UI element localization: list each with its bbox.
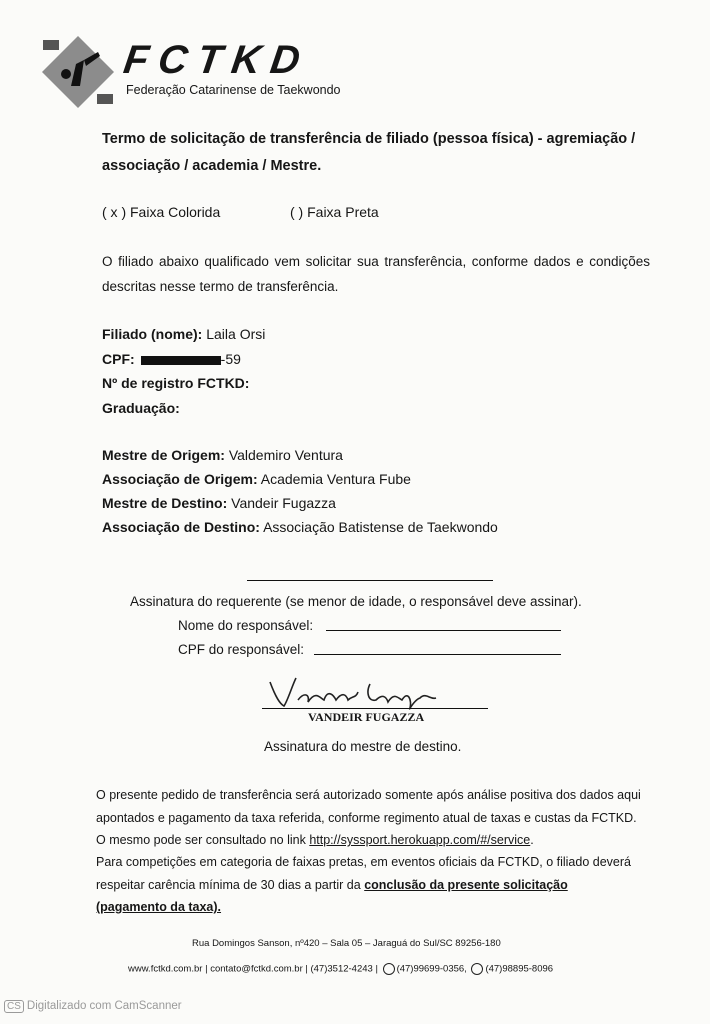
footer-email[interactable]: contato@fctkd.com.br xyxy=(210,963,303,975)
mestre-signature-line xyxy=(262,708,488,709)
requerente-signature-line xyxy=(247,580,493,581)
scanner-label: Digitalizado com CamScanner xyxy=(26,1000,182,1012)
notes-paragraph-1 xyxy=(96,784,642,852)
field-value: Associação Batistense de Taekwondo xyxy=(263,519,498,535)
field-label: Nº de registro FCTKD: xyxy=(102,375,250,391)
field-assoc-destino xyxy=(102,519,498,535)
notes-text: Para competições em categoria de faixas pretas, em eventos oficiais da FCTKD, o filiado deverá respeitar carência mínima de 30 dias a partir da xyxy=(96,855,631,892)
notes-text-end: . xyxy=(530,833,534,847)
mestre-caption: Assinatura do mestre de destino. xyxy=(264,739,462,754)
field-mestre-destino xyxy=(102,495,336,511)
camscanner-icon: CS xyxy=(4,1000,24,1013)
responsavel-cpf-line xyxy=(314,654,561,655)
field-value: Vandeir Fugazza xyxy=(231,495,336,511)
notes-text: O presente pedido de transferência será autorizado somente após análise positiva dos dados aqui apontados e pagamento da taxa referida, conforme regimento atual de taxas e custas da FCTKD. O mesmo pode ser consultado no link xyxy=(96,788,641,847)
brand-subtitle: Federação Catarinense de Taekwondo xyxy=(126,83,341,97)
field-graduacao xyxy=(102,400,180,416)
whatsapp-icon xyxy=(383,963,395,975)
field-assoc-origem xyxy=(102,471,411,487)
document-title: Termo de solicitação de transferência de filiado (pessoa física) - agremiação / associação / academia / Mestre. xyxy=(102,131,636,174)
field-label: Filiado (nome): xyxy=(102,326,203,342)
service-link[interactable]: http://syssport.herokuapp.com/#/service xyxy=(309,833,531,847)
footer-phone: (47)98895-8096 xyxy=(485,963,554,975)
responsavel-name-line xyxy=(326,630,561,631)
field-cpf xyxy=(102,351,241,367)
field-label: CPF: xyxy=(102,351,135,367)
field-filiado xyxy=(102,326,265,342)
scanner-watermark xyxy=(4,1000,182,1013)
requerente-caption: Assinatura do requerente (se menor de idade, o responsável deve assinar). xyxy=(130,594,582,609)
field-label: Mestre de Origem: xyxy=(102,447,225,463)
field-value: Laila Orsi xyxy=(206,326,266,342)
field-mestre-origem xyxy=(102,447,343,463)
footer-address: Rua Domingos Sanson, nº420 – Sala 05 – Jaraguá do Sul/SC 89256-180 xyxy=(192,938,501,949)
field-value: Academia Ventura Fube xyxy=(260,471,411,487)
intro-paragraph: O filiado abaixo qualificado vem solicitar sua transferência, conforme dados e condições descritas nesse termo de transferência. xyxy=(102,254,650,294)
mestre-printed-name: VANDEIR FUGAZZA xyxy=(308,710,425,724)
responsavel-cpf-label: CPF do responsável: xyxy=(178,642,305,657)
brand-name: FCTKD xyxy=(120,38,313,82)
field-value: Valdemiro Ventura xyxy=(228,447,343,463)
footer-phone: (47)99699-0356, xyxy=(396,963,467,975)
notes-emphasis: conclusão da presente solicitação (pagamento da taxa). xyxy=(96,877,568,914)
field-label: Graduação: xyxy=(102,400,180,416)
belt-black-option: ( ) Faixa Preta xyxy=(290,204,379,220)
fctkd-logo-icon xyxy=(40,34,116,110)
belt-colored-option: ( x ) Faixa Colorida xyxy=(102,204,221,220)
notes-paragraph-2 xyxy=(96,851,642,919)
handwritten-signature xyxy=(262,670,452,712)
responsavel-name-label: Nome do responsável: xyxy=(178,618,314,633)
footer-contacts: www.fctkd.com.br | contato@fctkd.com.br | (47)3512-4243 | (47)99699-0356, (47)98895-8096 xyxy=(128,963,554,975)
field-label: Associação de Destino: xyxy=(102,519,260,535)
field-value: -59 xyxy=(220,351,241,367)
field-label: Mestre de Destino: xyxy=(102,495,228,511)
whatsapp-icon xyxy=(471,963,483,975)
footer-site[interactable]: www.fctkd.com.br xyxy=(128,963,203,975)
redaction-mark xyxy=(141,356,221,365)
field-registro xyxy=(102,375,249,391)
field-label: Associação de Origem: xyxy=(102,471,258,487)
footer-phone: (47)3512-4243 xyxy=(310,963,373,975)
